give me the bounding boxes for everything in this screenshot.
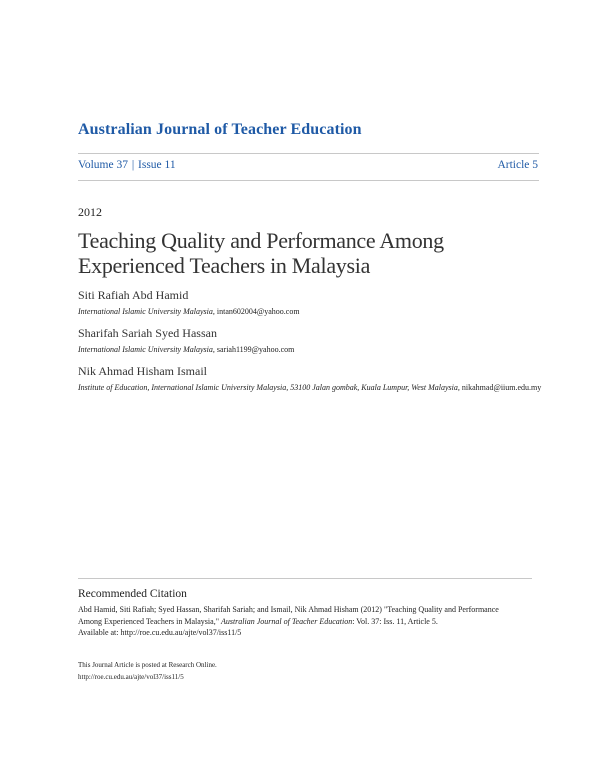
journal-title (78, 121, 362, 139)
affiliation-text: International Islamic University Malaysia (78, 307, 213, 316)
author-email[interactable]: , sariah1199@yahoo.com (212, 345, 295, 354)
affiliation-text: International Islamic University Malaysia (78, 345, 213, 354)
issue-bar (78, 153, 539, 181)
issue-separator: | (131, 159, 135, 171)
citation-journal: Australian Journal of Teacher Education (220, 616, 353, 626)
volume-link[interactable]: Volume 37 (78, 159, 128, 171)
affiliation-text: Institute of Education, International Islamic University Malaysia, 53100 Jalan gombak, Kuala Lumpur, West Malaysia, (78, 383, 460, 392)
author-affiliation (78, 382, 548, 394)
author-affiliation (78, 344, 548, 356)
citation-url[interactable]: Available at: http://roe.cu.edu.au/ajte/vol37/iss11/5 (78, 628, 242, 637)
author-block (78, 326, 548, 356)
citation-body (78, 604, 532, 639)
article-link[interactable]: Article 5 (497, 159, 538, 171)
issue-link[interactable]: Issue 11 (138, 159, 176, 171)
author-email[interactable]: , intan602004@yahoo.com (212, 307, 300, 316)
footer-url[interactable]: http://roe.cu.edu.au/ajte/vol37/iss11/5 (78, 672, 184, 681)
citation-text: Among Experienced Teachers in Malaysia," (78, 616, 221, 626)
author-block (78, 364, 548, 394)
citation-line: Abd Hamid, Siti Rafiah; Syed Hassan, Sharifah Sariah; and Ismail, Nik Ahmad Hisham (2012) "Teaching Quality and Performance (78, 605, 499, 614)
footer-note (78, 660, 217, 683)
author-name: Siti Rafiah Abd Hamid (78, 288, 189, 302)
citation-heading: Recommended Citation (78, 588, 187, 600)
author-affiliation (78, 306, 548, 318)
journal-title-link[interactable]: Australian Journal of Teacher Education (78, 121, 362, 138)
author-block (78, 288, 548, 318)
article-title: Teaching Quality and Performance Among Experienced Teachers in Malaysia (78, 228, 444, 278)
publication-year: 2012 (78, 205, 102, 219)
citation-line (78, 616, 532, 628)
author-email[interactable]: nikahmad@iium.edu.my (459, 383, 542, 392)
footer-text: This Journal Article is posted at Research Online. (78, 661, 217, 669)
recommended-citation (78, 578, 532, 639)
author-name: Sharifah Sariah Syed Hassan (78, 326, 217, 340)
author-name: Nik Ahmad Hisham Ismail (78, 364, 207, 378)
citation-text: : Vol. 37: Iss. 11, Article 5. (352, 616, 438, 626)
volume-issue (78, 159, 176, 171)
